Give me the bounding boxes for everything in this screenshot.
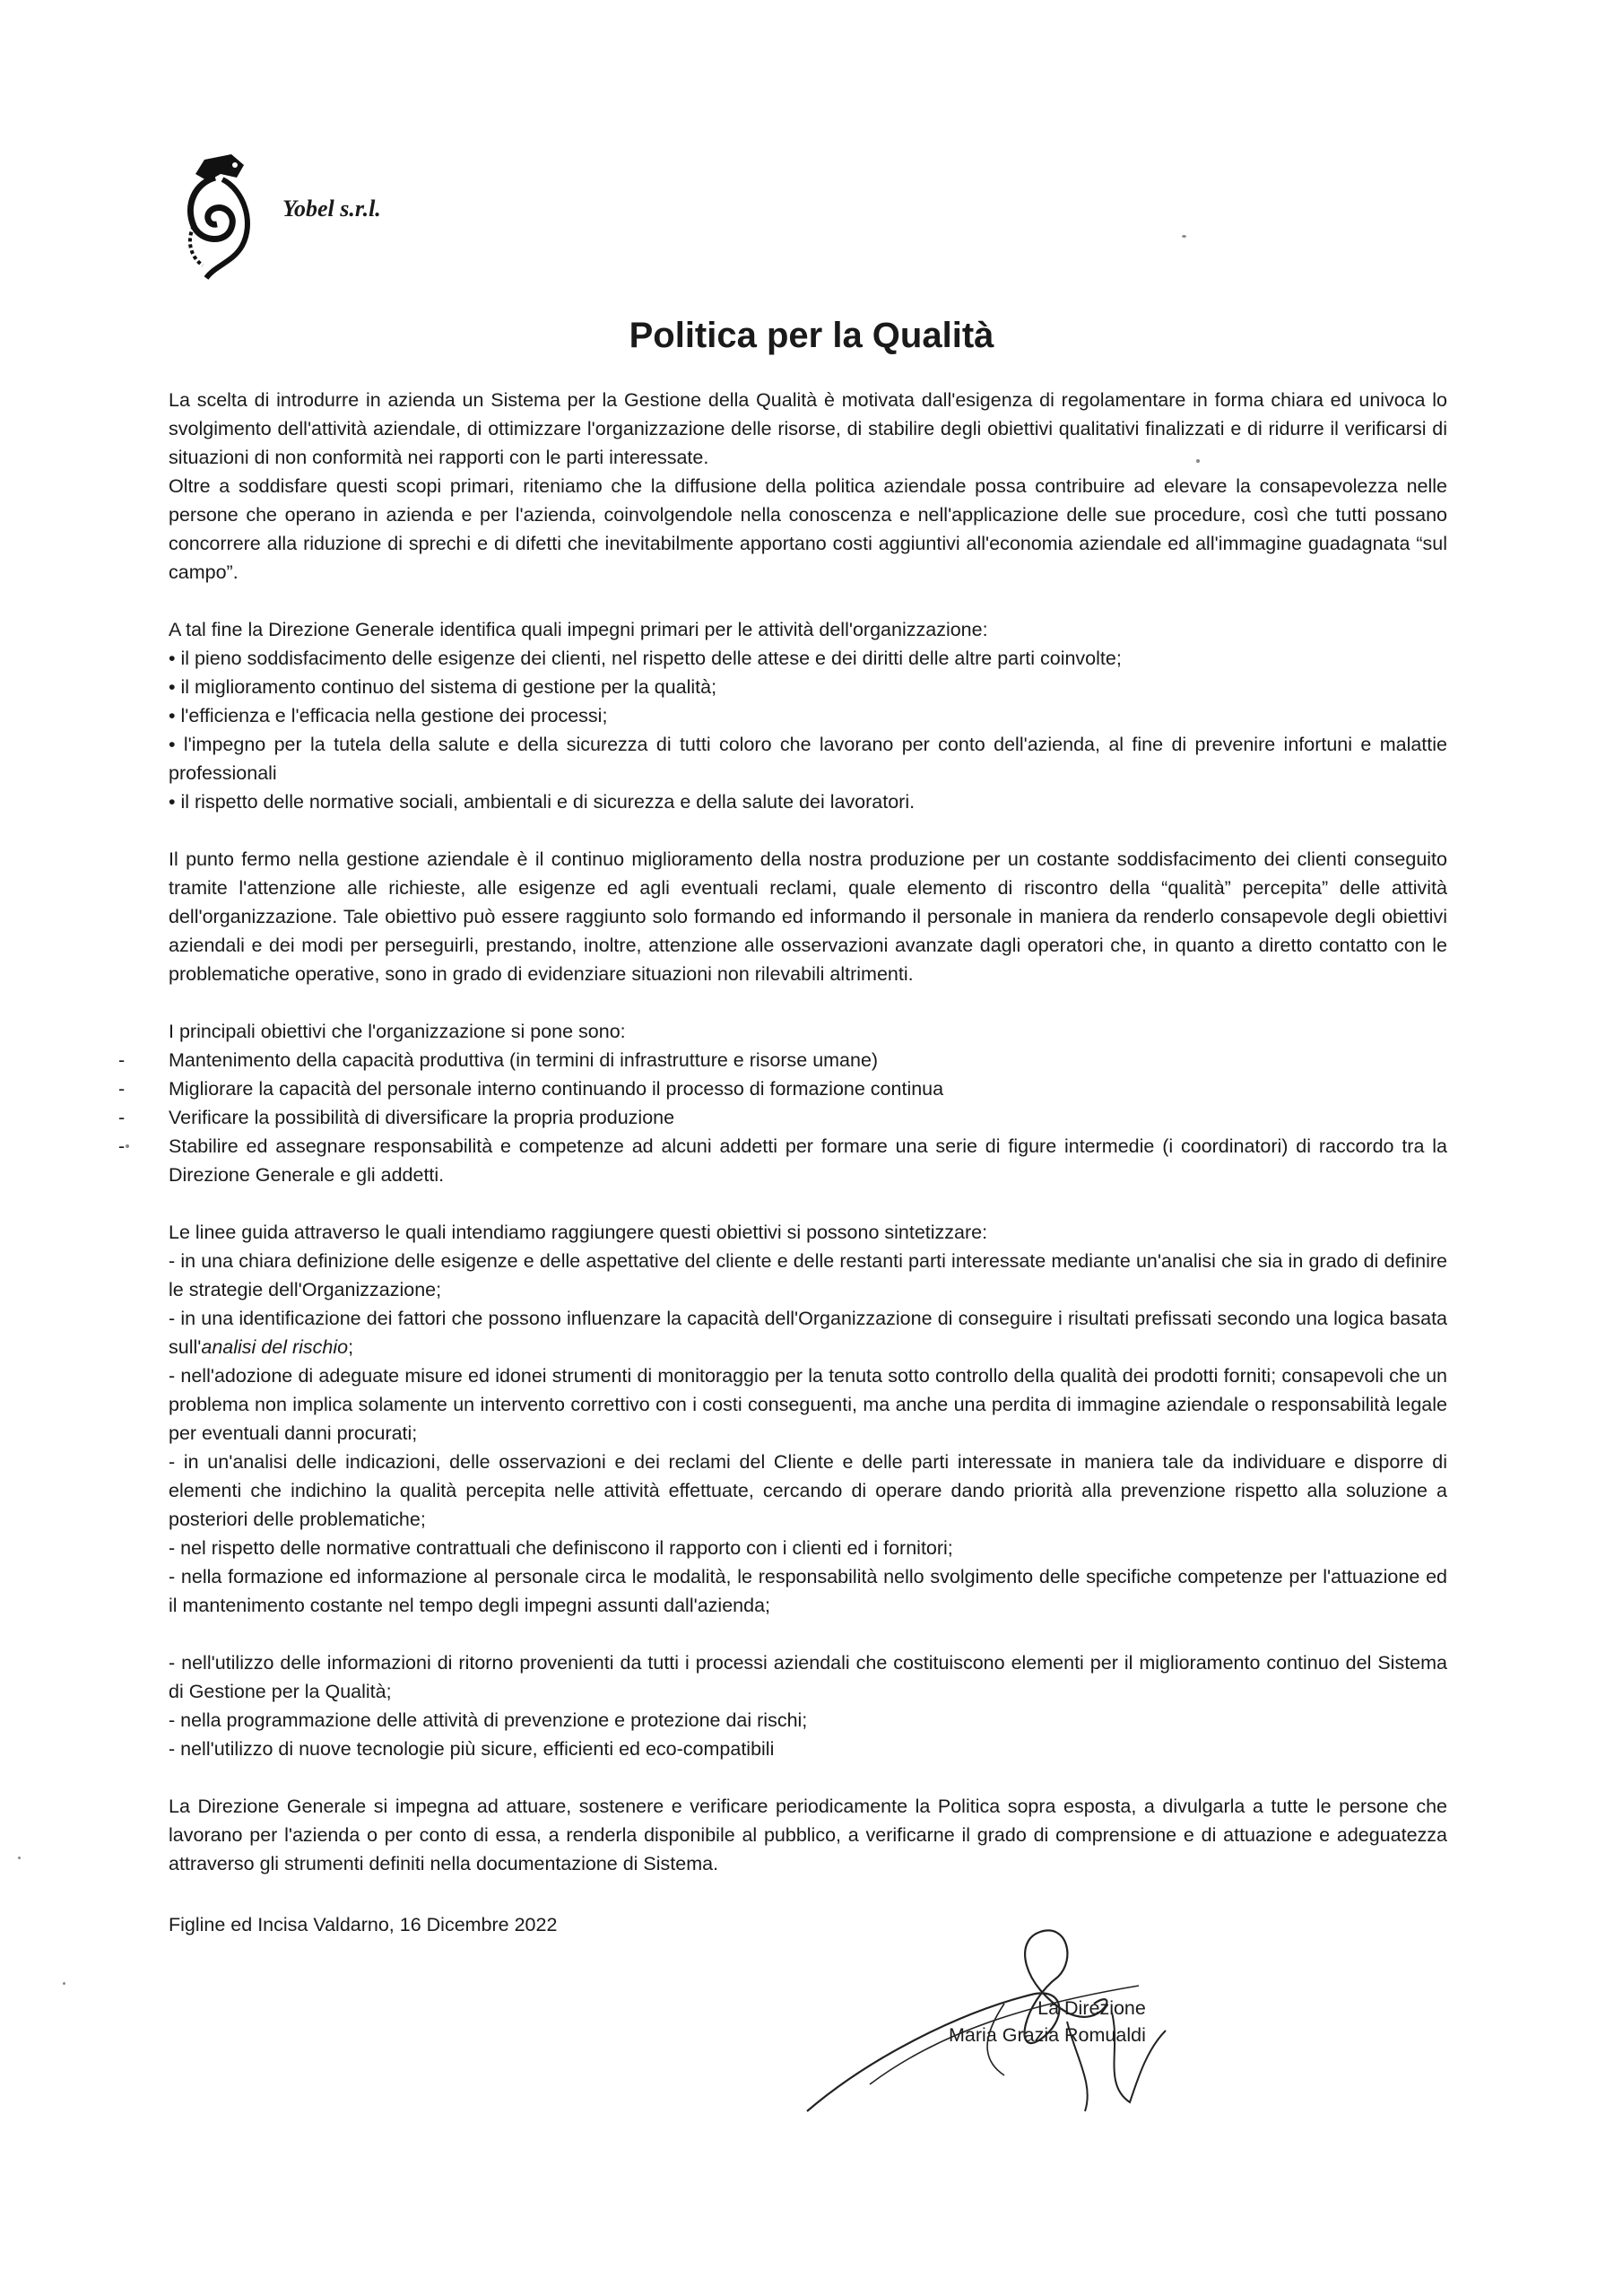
impegno-item: • l'efficienza e l'efficacia nella gestione dei processi; [169, 705, 608, 726]
intro-paragraph-2: Oltre a soddisfare questi scopi primari, riteniamo che la diffusione della politica aziendale possa contribuire ad elevare la consapevolezza nelle persone che operano in azienda e per l'azienda, coinvolgendole nella conoscenza e nell'applicazione delle sue procedure, così che tutti possano concorrere alla riduzione di sprechi e di difetti che inevitabilmente apportano costi aggiuntivi all'economia aziendale ed all'immagine guadagnata “sul campo”. [169, 475, 1447, 583]
document-body [169, 386, 1447, 1878]
linea-item: - nell'adozione di adeguate misure ed idonei strumenti di monitoraggio per la tenuta sotto controllo della qualità dei prodotti forniti; consapevoli che un problema non implica solamente un intervento correttivo con i costi conseguenti, ma anche una perdita di immagine aziendale o responsabilità legale per eventuali danni procurati; [169, 1365, 1447, 1444]
company-name: Yobel s.r.l. [282, 196, 381, 222]
impegno-item: • il miglioramento continuo del sistema di gestione per la qualità; [169, 676, 717, 698]
obiettivo-item: - Stabilire ed assegnare responsabilità e competenze ad alcuni addetti per formare una serie di figure intermedie (i coordinatori) di raccordo tra la Direzione Generale e gli addetti. [169, 1132, 1447, 1189]
scan-speck [1196, 459, 1200, 463]
linea-item: - in un'analisi delle indicazioni, delle osservazioni e dei reclami del Cliente e delle parti interessate in maniera tale da individuare e disporre di elementi che indichino la qualità percepita nelle attività effettuate, cercando di operare dando priorità alla prevenzione rispetto alla soluzione a posteriori delle problematiche; [169, 1451, 1447, 1530]
scan-speck [126, 1144, 129, 1148]
signature-name: Maria Grazia Romualdi [949, 2024, 1146, 2046]
punto-fermo-paragraph: Il punto fermo nella gestione aziendale è il continuo miglioramento della nostra produzione per un costante soddisfacimento dei clienti conseguito tramite l'attenzione alle richieste, alle esigenze ed agli eventuali reclami, quale elemento di riscontro della “qualità” percepita” delle attività dell'organizzazione. Tale obiettivo può essere raggiunto solo formando ed informando il personale in maniera da renderlo consapevole degli obiettivi aziendali e dei modi per perseguirli, prestando, inoltre, attenzione alle osservazioni avanzate dagli operatori che, in quanto a diretto contatto con le problematiche operative, sono in grado di evidenziare situazioni non rilevabili altrimenti. [169, 848, 1447, 985]
place-date: Figline ed Incisa Valdarno, 16 Dicembre 2022 [169, 1914, 558, 1935]
linee-intro: Le linee guida attraverso le quali intendiamo raggiungere questi obiettivi si possono sintetizzare: [169, 1222, 988, 1243]
linea-item: - in una chiara definizione delle esigenze e delle aspettative del cliente e delle restanti parti interessate mediante un'analisi che sia in grado di definire le strategie dell'Organizzazione; [169, 1250, 1447, 1300]
impegno-item: • l'impegno per la tutela della salute e della sicurezza di tutti coloro che lavorano per conto dell'azienda, al fine di prevenire infortuni e malattie professionali [169, 734, 1447, 784]
page-title: Politica per la Qualità [629, 316, 994, 355]
scan-speck [18, 1857, 21, 1859]
signature-role: La Direzione [1037, 1997, 1146, 2019]
linea-text: - in una identificazione dei fattori che possono influenzare la capacità dell'Organizzazione di conseguire i risultati prefissati secondo una logica basata sull' [169, 1308, 1447, 1358]
obiettivo-item: - Verificare la possibilità di diversificare la propria produzione [169, 1103, 1447, 1132]
linea-italic-text: analisi del rischio [201, 1336, 349, 1358]
linea-end: ; [348, 1336, 354, 1358]
linea-item: - nella formazione ed informazione al personale circa le modalità, le responsabilità nello svolgimento delle specifiche competenze per l'attuazione ed il mantenimento costante nel tempo degli impegni assunti dall'azienda; [169, 1566, 1447, 1616]
scan-speck [63, 1982, 65, 1985]
linea-item: - nel rispetto delle normative contrattuali che definiscono il rapporto con i clienti ed i fornitori; [169, 1537, 953, 1559]
intro-paragraph-1: La scelta di introdurre in azienda un Sistema per la Gestione della Qualità è motivata dall'esigenza di regolamentare in forma chiara ed univoca lo svolgimento dell'attività aziendale, di ottimizzare l'organizzazione delle risorse, di stabilire degli obiettivi qualitativi finalizzati e di ridurre il verificarsi di situazioni di non conformità nei rapporti con le parti interessate. [169, 389, 1447, 468]
seahorse-logo-icon [169, 151, 267, 285]
linea-item: - nell'utilizzo di nuove tecnologie più sicure, efficienti ed eco-compatibili [169, 1738, 775, 1760]
linea-item: - nell'utilizzo delle informazioni di ritorno provenienti da tutti i processi aziendali che costituiscono elementi per il miglioramento continuo del Sistema di Gestione per la Qualità; [169, 1652, 1447, 1702]
obiettivi-intro: I principali obiettivi che l'organizzazione si pone sono: [169, 1021, 626, 1042]
impegni-intro: A tal fine la Direzione Generale identifica quali impegni primari per le attività dell'organizzazione: [169, 619, 988, 640]
handwritten-signature [798, 1905, 1193, 2138]
conclusion-paragraph: La Direzione Generale si impegna ad attuare, sostenere e verificare periodicamente la Politica sopra esposta, a divulgarla a tutte le persone che lavorano per l'azienda o per conto di essa, a renderla disponibile al pubblico, a verificarne il grado di comprensione e di attuazione e adeguatezza attraverso gli strumenti definiti nella documentazione di Sistema. [169, 1796, 1447, 1874]
impegno-item: • il rispetto delle normative sociali, ambientali e di sicurezza e della salute dei lavoratori. [169, 791, 916, 813]
impegno-item: • il pieno soddisfacimento delle esigenze dei clienti, nel rispetto delle attese e dei diritti delle altre parti coinvolte; [169, 648, 1122, 669]
obiettivo-item: - Migliorare la capacità del personale interno continuando il processo di formazione continua [169, 1074, 1447, 1103]
obiettivo-item: - Mantenimento della capacità produttiva (in termini di infrastrutture e risorse umane) [169, 1046, 1447, 1074]
scan-speck [1182, 235, 1186, 238]
linea-item: - nella programmazione delle attività di prevenzione e protezione dai rischi; [169, 1709, 808, 1731]
linea-item [169, 1304, 1447, 1361]
